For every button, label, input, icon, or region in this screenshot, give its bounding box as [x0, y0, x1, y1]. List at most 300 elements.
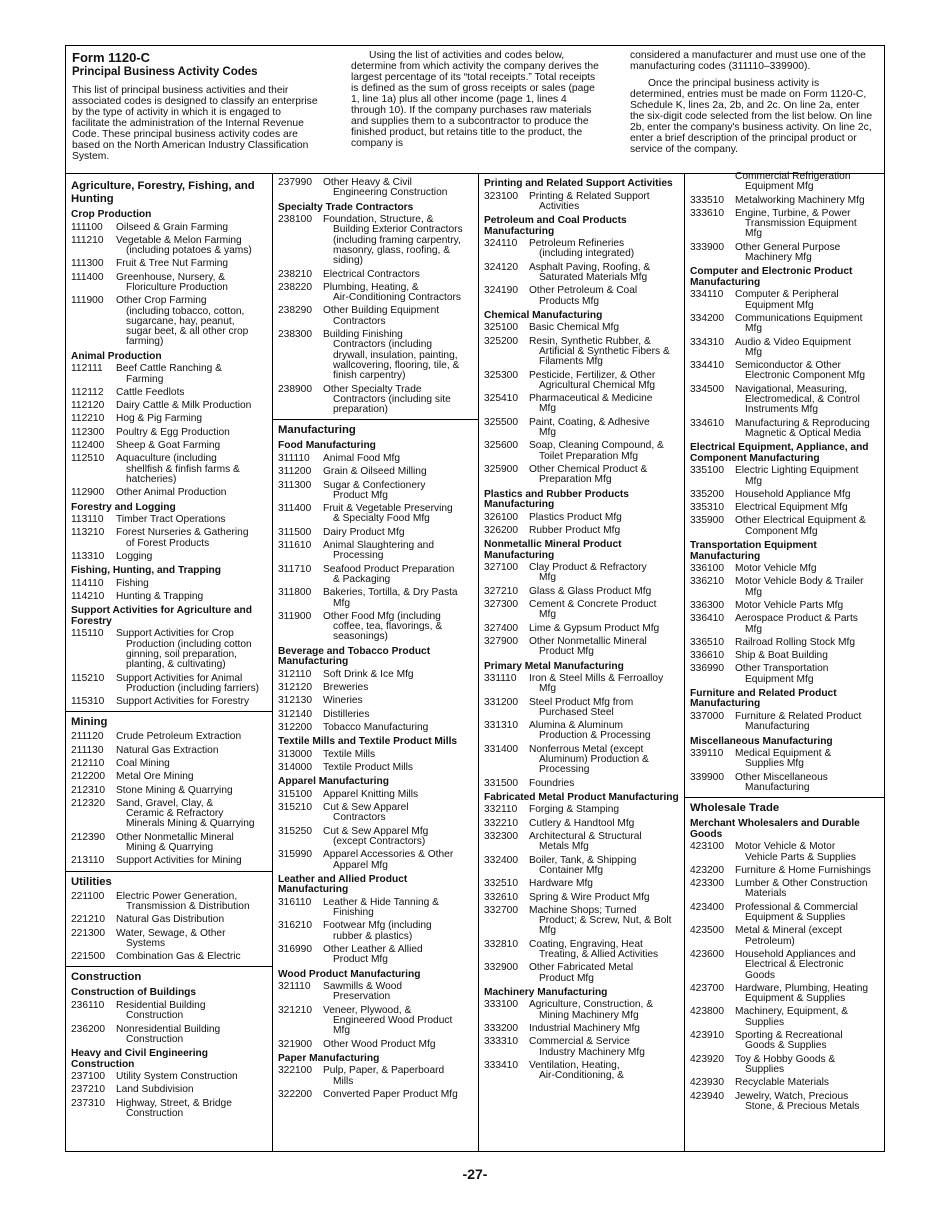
activity-code-row: [685, 663, 884, 687]
activity-code: 334110: [690, 289, 724, 301]
activity-code: 111400: [71, 271, 104, 283]
activity-description: [116, 364, 267, 385]
activity-description-line: Foundries: [529, 777, 575, 789]
activity-description: [116, 579, 267, 589]
activity-description: [116, 732, 267, 742]
activity-description: [116, 388, 267, 398]
activity-code-row: [685, 613, 884, 637]
activity-description-continuation: Mfg: [745, 623, 762, 635]
activity-description-continuation: Apparel Mfg: [333, 859, 388, 871]
activity-code-row: [479, 262, 684, 286]
activity-description-line: Logging: [116, 550, 153, 562]
activity-description: [735, 601, 879, 611]
activity-description: [116, 799, 267, 830]
activity-description-line: Lime & Gypsum Product Mfg: [529, 622, 660, 634]
activity-description-line: Cut & Sew Apparel Mfg: [323, 825, 429, 837]
activity-code-row: [66, 696, 272, 709]
activity-code: 311300: [278, 479, 312, 491]
activity-description: [735, 903, 879, 924]
activity-description-line: Stone Mining & Quarrying: [116, 784, 233, 796]
activity-description: [116, 629, 267, 670]
activity-description: [735, 950, 879, 981]
activity-code-row: [66, 235, 272, 259]
activity-description-line: Rubber Product Mfg: [529, 524, 621, 536]
subsector-heading: Paper Manufacturing: [278, 1052, 380, 1064]
activity-code-row: [479, 818, 684, 831]
activity-description: [529, 337, 679, 368]
activity-code: 114210: [71, 591, 105, 603]
activity-code: 221210: [71, 914, 105, 926]
activity-description-line: Support Activities for Forestry: [116, 696, 250, 708]
activity-code-row: [479, 962, 684, 986]
activity-description-line: Leather & Hide Tanning &: [323, 896, 439, 908]
activity-code: 314000: [278, 761, 312, 773]
activity-description: [116, 454, 267, 485]
activity-description-line: Highway, Street, & Bridge: [116, 1097, 232, 1109]
activity-description: [529, 779, 679, 789]
activity-description: [116, 223, 267, 233]
activity-code-row: [273, 802, 478, 826]
activity-description-continuation: Equipment Mfg: [745, 181, 814, 193]
activity-description: [116, 1025, 267, 1046]
activity-description: [323, 750, 473, 760]
activity-code-row: [273, 789, 478, 802]
activity-code: 238300: [278, 329, 312, 341]
activity-description-continuation: coffee, tea, flavorings, & seasonings): [333, 621, 443, 643]
activity-description-line: Boiler, Tank, & Shipping: [529, 854, 637, 866]
activity-code-row: [273, 682, 478, 695]
activity-description-continuation: & Packaging: [333, 573, 391, 585]
activity-code: 325200: [484, 335, 518, 347]
activity-code: 112300: [71, 426, 105, 438]
activity-description: [116, 915, 267, 925]
activity-code: 312140: [278, 708, 312, 720]
activity-description: [735, 419, 879, 440]
activity-code: 331310: [484, 720, 518, 732]
activity-code-row: [479, 905, 684, 939]
activity-description-continuation: Purchased Steel: [539, 706, 614, 718]
activity-code: 111100: [71, 221, 103, 233]
activity-description-line: Furniture & Home Furnishings: [735, 864, 871, 876]
activity-description: [735, 1092, 879, 1113]
activity-code-row: [66, 578, 272, 591]
activity-description-continuation: Mfg: [745, 346, 762, 358]
form-title: Form 1120-C: [72, 50, 151, 65]
activity-description-line: Natural Gas Distribution: [116, 914, 225, 926]
activity-code: 423300: [690, 878, 724, 890]
activity-code-row: [273, 503, 478, 527]
activity-code-row: [479, 778, 684, 791]
activity-code-row: [685, 242, 884, 266]
activity-code: 334200: [690, 312, 724, 324]
activity-code-row: [479, 464, 684, 488]
activity-description-line: Agriculture, Construction, &: [529, 999, 654, 1011]
activity-description: [323, 306, 473, 327]
activity-description-line: Other Electrical Equipment &: [735, 515, 866, 527]
activity-code-row: [685, 360, 884, 384]
activity-description-line: Metal & Mineral (except: [735, 925, 843, 937]
activity-code-row: [66, 258, 272, 271]
activity-code-row: [66, 295, 272, 349]
activity-description-line: Land Subdivision: [116, 1084, 194, 1096]
activity-code-row: [685, 650, 884, 663]
activity-description: [323, 454, 473, 464]
activity-code-row: [273, 587, 478, 611]
subsector-heading: Apparel Manufacturing: [278, 776, 389, 788]
activity-description: [529, 805, 679, 815]
activity-code-row: [479, 512, 684, 525]
activity-description-continuation: Mills: [333, 1075, 354, 1087]
activity-description-line: Footwear Mfg (including: [323, 920, 432, 932]
activity-code-row: [273, 1005, 478, 1039]
activity-description-continuation: Mfg: [333, 597, 350, 609]
activity-code-row: [685, 195, 884, 208]
activity-description-line: Railroad Rolling Stock Mfg: [735, 636, 856, 648]
activity-description: [323, 1066, 473, 1087]
activity-code: 332610: [484, 891, 518, 903]
activity-description: [116, 296, 267, 347]
activity-description: [735, 1078, 879, 1088]
activity-description: [323, 683, 473, 693]
industry-section-title: Manufacturing: [273, 419, 478, 439]
activity-description: [116, 892, 267, 913]
subsector-heading: Electrical Equipment, Appliance, and Component Manufacturing: [690, 442, 869, 464]
activity-description-continuation: Engineered Wood Product Mfg: [333, 1015, 453, 1037]
industry-section-title: Mining: [66, 711, 272, 731]
activity-code: 336510: [690, 636, 724, 648]
activity-description-continuation: Floriculture Production: [126, 281, 228, 293]
activity-description: [735, 712, 879, 733]
subsector-heading: Food Manufacturing: [278, 440, 376, 452]
activity-description-line: Soft Drink & Ice Mfg: [323, 668, 414, 680]
codes-column-3: [478, 174, 684, 1151]
activity-description: [116, 528, 267, 549]
activity-code-row: [479, 322, 684, 335]
activity-description-line: Industrial Machinery Mfg: [529, 1023, 640, 1035]
activity-description: [116, 236, 267, 257]
activity-description: [323, 710, 473, 720]
activity-code-row: [479, 370, 684, 394]
subsector-heading: Chemical Manufacturing: [484, 309, 603, 321]
activity-description: [529, 1000, 679, 1021]
activity-description: [735, 879, 879, 900]
page-number: -27-: [462, 1166, 488, 1182]
activity-description-line: Natural Gas Extraction: [116, 744, 219, 756]
activity-description: [116, 674, 267, 695]
activity-code-row: [685, 171, 884, 195]
activity-code-row: [66, 440, 272, 453]
activity-description-line: Nonresidential Building: [116, 1023, 221, 1035]
activity-description: [323, 385, 473, 416]
activity-code: 212390: [71, 831, 105, 843]
activity-description: [735, 1007, 879, 1028]
activity-description: [116, 592, 267, 602]
activity-description-line: Dairy Cattle & Milk Production: [116, 400, 252, 412]
activity-description: [735, 385, 879, 416]
activity-description-line: Petroleum Refineries: [529, 238, 625, 250]
activity-description: [116, 414, 267, 424]
activity-description: [116, 273, 267, 294]
activity-code: 237310: [71, 1097, 105, 1109]
activity-description: [116, 1072, 267, 1082]
activity-code-row: [685, 337, 884, 361]
activity-code: 211130: [71, 744, 104, 756]
activity-code: 336990: [690, 663, 724, 675]
activity-code-row: [479, 393, 684, 417]
activity-code-row: [66, 914, 272, 927]
activity-description-line: Apparel Knitting Mills: [323, 788, 419, 800]
activity-code: 311710: [278, 563, 312, 575]
activity-description-line: Manufacturing & Reproducing: [735, 417, 870, 429]
activity-description-line: Fruit & Tree Nut Farming: [116, 258, 229, 270]
activity-code: 115310: [71, 696, 105, 708]
activity-description: [529, 624, 679, 634]
activity-description: [529, 893, 679, 903]
activity-code: 335200: [690, 488, 724, 500]
form-subtitle: Principal Business Activity Codes: [72, 66, 258, 78]
activity-code-row: [479, 744, 684, 778]
activity-description: [323, 696, 473, 706]
activity-description-continuation: Product; & Screw, Nut, & Bolt Mfg: [539, 915, 672, 937]
activity-code-row: [273, 282, 478, 306]
activity-code-row: [66, 453, 272, 487]
activity-code: 322100: [278, 1065, 312, 1077]
activity-description: [116, 515, 267, 525]
activity-code-row: [479, 440, 684, 464]
activity-description: [116, 401, 267, 411]
activity-code-row: [66, 785, 272, 798]
activity-description-continuation: Industry Machinery Mfg: [539, 1046, 645, 1058]
activity-description: [116, 488, 267, 498]
activity-description-continuation: Production & Processing: [539, 730, 651, 742]
codes-column-4: [684, 171, 884, 1151]
activity-description-continuation: Contractors: [333, 812, 386, 824]
activity-code: 213110: [71, 855, 105, 867]
activity-description-line: Soap, Cleaning Compound, &: [529, 440, 664, 452]
activity-description: [529, 513, 679, 523]
activity-description-continuation: Mfg: [745, 475, 762, 487]
activity-description-continuation: Electromedical, & Control Instruments Mfg: [745, 394, 860, 416]
activity-description: [529, 879, 679, 889]
activity-description: [529, 906, 679, 937]
activity-code-row: [479, 238, 684, 262]
activity-code: 312110: [278, 668, 312, 680]
activity-code-row: [685, 289, 884, 313]
activity-code-row: [273, 214, 478, 268]
activity-description: [529, 563, 679, 584]
activity-description-continuation: (including tobacco, cotton, sugarcane, hay, peanut, sugar beet, & all other crop farming): [126, 305, 249, 348]
activity-description-continuation: Saturated Materials Mfg: [539, 271, 648, 283]
activity-description-line: Jewelry, Watch, Precious: [735, 1090, 849, 1102]
activity-code-row: [273, 722, 478, 735]
activity-code-row: [273, 1065, 478, 1089]
activity-description-continuation: Air-Conditioning Contractors: [333, 292, 461, 304]
activity-description-continuation: Mining & Quarrying: [126, 842, 214, 854]
activity-description-line: Alumina & Aluminum: [529, 720, 623, 732]
activity-code-row: [66, 855, 272, 868]
activity-code-row: [273, 466, 478, 479]
activity-description-line: Other Animal Production: [116, 487, 227, 499]
activity-code: 336300: [690, 599, 724, 611]
activity-description-line: Other Crop Farming: [116, 295, 207, 307]
activity-description-continuation: Building Exterior Contractors (including framing carpentry, masonry, glass, roofing, & siding): [333, 224, 463, 267]
activity-code: 333200: [484, 1023, 518, 1035]
activity-code-row: [685, 384, 884, 418]
activity-code: [690, 172, 735, 193]
activity-code-row: [685, 208, 884, 242]
activity-description-line: Paint, Coating, & Adhesive: [529, 416, 650, 428]
subsector-heading: Fishing, Hunting, and Trapping: [71, 565, 221, 577]
activity-code: 312130: [278, 695, 312, 707]
activity-description: [323, 467, 473, 477]
activity-description: [529, 394, 679, 415]
activity-description-continuation: Electronic Component Mfg: [745, 370, 866, 382]
activity-description-line: Nonferrous Metal (except: [529, 743, 644, 755]
activity-description-line: Other General Purpose: [735, 241, 841, 253]
activity-description: [735, 984, 879, 1005]
activity-description-continuation: rubber & plastics): [333, 930, 413, 942]
activity-description-line: Clay Product & Refractory: [529, 562, 647, 574]
activity-description-line: Architectural & Structural: [529, 831, 642, 843]
activity-code: 112400: [71, 440, 105, 452]
activity-description: [323, 1090, 473, 1100]
activity-description: [323, 330, 473, 381]
activity-code-row: [479, 636, 684, 660]
activity-code: 423700: [690, 982, 724, 994]
activity-description: [116, 552, 267, 562]
activity-code: 238290: [278, 305, 312, 317]
activity-description-continuation: Component Mfg: [745, 525, 818, 537]
activity-code-row: [685, 902, 884, 926]
activity-description-line: Other Chemical Product &: [529, 463, 648, 475]
activity-description: [323, 790, 473, 800]
activity-description: [323, 945, 473, 966]
activity-description-line: Engine, Turbine, & Power: [735, 207, 851, 219]
activity-description: [323, 982, 473, 1003]
activity-description-line: Metal Ore Mining: [116, 771, 194, 783]
intro-paragraph-3: considered a manufacturer and must use one of the manufacturing codes (311110–339900).: [630, 50, 866, 72]
subsector-heading: Wood Product Manufacturing: [278, 968, 421, 980]
activity-description: [323, 723, 473, 733]
activity-code: 212200: [71, 771, 105, 783]
activity-description-line: Commercial & Service: [529, 1036, 630, 1048]
activity-code: 327400: [484, 622, 518, 634]
activity-description-line: Poultry & Egg Production: [116, 426, 230, 438]
activity-code: 335100: [690, 465, 724, 477]
activity-description: [735, 866, 879, 876]
activity-code: 332300: [484, 831, 518, 843]
activity-code-row: [273, 944, 478, 968]
activity-description-continuation: Mfg: [539, 683, 556, 695]
activity-code-row: [479, 191, 684, 215]
activity-description-line: Metalworking Machinery Mfg: [735, 194, 865, 206]
activity-description-line: Semiconductor & Other: [735, 360, 841, 372]
activity-description-line: Other Heavy & Civil: [323, 177, 412, 188]
activity-code: 321900: [278, 1038, 312, 1050]
activity-description-continuation: Vehicle Parts & Supplies: [745, 851, 856, 863]
activity-code: 423910: [690, 1030, 724, 1042]
activity-code: 332110: [484, 804, 518, 816]
activity-code: 313000: [278, 748, 312, 760]
activity-description-line: Greenhouse, Nursery, &: [116, 271, 226, 283]
activity-code: 324120: [484, 261, 518, 273]
activity-description-line: Ship & Boat Building: [735, 650, 828, 662]
activity-description-continuation: Product Mfg: [539, 972, 594, 984]
activity-code: 236200: [71, 1023, 105, 1035]
activity-code: 333510: [690, 194, 724, 206]
activity-code: 113110: [71, 514, 104, 526]
activity-code: 113310: [71, 550, 105, 562]
activity-description-line: Hardware Mfg: [529, 878, 593, 890]
activity-description-continuation: Contractors (including drywall, insulation, painting, wallcovering, flooring, tile, & finish carpentry): [333, 339, 460, 382]
activity-code-row: [66, 1071, 272, 1084]
activity-code-row: [685, 313, 884, 337]
activity-code: 333310: [484, 1036, 518, 1048]
activity-code: 325900: [484, 463, 518, 475]
activity-description-continuation: Mfg: [745, 586, 762, 598]
activity-description: [116, 1085, 267, 1095]
activity-description-line: Support Activities for Mining: [116, 855, 242, 867]
activity-description: [735, 516, 879, 537]
industry-section-title: Construction: [66, 966, 272, 986]
activity-description: [116, 1099, 267, 1120]
activity-description: [116, 759, 267, 769]
activity-description: [323, 283, 473, 304]
activity-description-continuation: Mfg: [745, 323, 762, 335]
subsector-heading: Leather and Allied Product Manufacturing: [278, 873, 408, 896]
activity-code: 321110: [278, 981, 311, 993]
activity-description-continuation: shellfish & finfish farms & hatcheries): [126, 463, 240, 485]
activity-code: 236110: [71, 999, 105, 1011]
activity-code-row: [479, 999, 684, 1023]
activity-code-row: [685, 772, 884, 796]
activity-description-line: Plastics Product Mfg: [529, 511, 622, 523]
activity-description: [116, 697, 267, 707]
activity-description: [529, 819, 679, 829]
activity-description-continuation: Transmission Equipment Mfg: [745, 218, 857, 240]
activity-description: [529, 1024, 679, 1034]
activity-description: [323, 541, 473, 562]
activity-code-row: [66, 771, 272, 784]
activity-code-row: [685, 841, 884, 865]
activity-code: 311500: [278, 526, 312, 538]
activity-code: 423930: [690, 1077, 724, 1089]
activity-description: [735, 564, 879, 574]
activity-code: 112120: [71, 400, 105, 412]
activity-description-line: Coating, Engraving, Heat: [529, 938, 643, 950]
activity-code: 423400: [690, 901, 724, 913]
activity-code-row: [685, 1054, 884, 1078]
activity-description-continuation: Ceramic & Refractory Minerals Mining & Quarrying: [126, 808, 255, 830]
activity-description: [735, 466, 879, 487]
activity-description: [529, 832, 679, 853]
subsector-heading: Furniture and Related Product Manufacturing: [690, 687, 837, 710]
activity-code-row: [479, 939, 684, 963]
activity-code-row: [273, 709, 478, 722]
activity-code-row: [273, 177, 478, 201]
activity-code: 336210: [690, 576, 724, 588]
activity-description: [323, 850, 473, 871]
activity-code-row: [273, 540, 478, 564]
activity-description-line: Dairy Product Mfg: [323, 526, 405, 538]
activity-code: 339900: [690, 771, 724, 783]
activity-code-row: [66, 673, 272, 697]
activity-code-row: [479, 1023, 684, 1036]
activity-description-line: Support Activities for Animal: [116, 672, 243, 684]
activity-description-continuation: Finishing: [333, 907, 374, 919]
activity-code: 114110: [71, 577, 104, 589]
activity-code: 113210: [71, 527, 105, 539]
